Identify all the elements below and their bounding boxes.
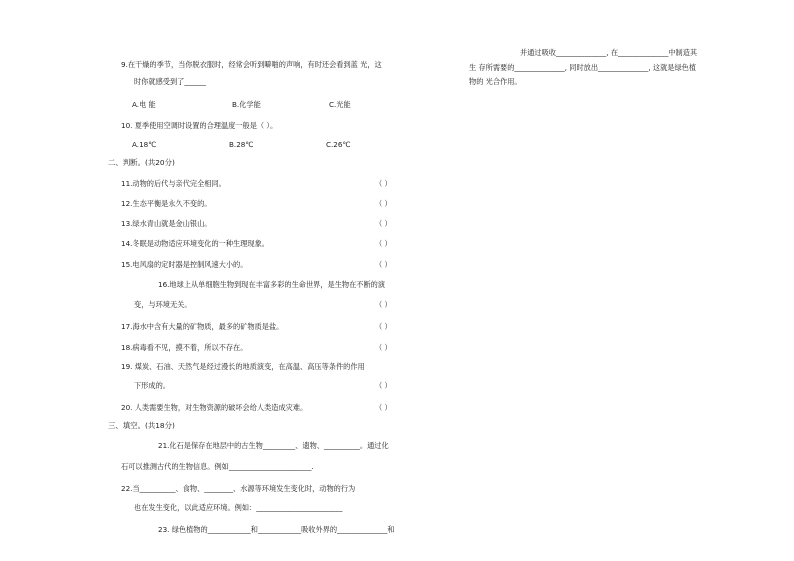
q11-answer-paren: （ ） [375, 179, 392, 188]
q16-line2: 变，与环境无关。 [134, 300, 192, 309]
q19-answer-paren: （ ） [375, 381, 392, 390]
right-col-line2: 生 存所需要的______________, 同时放出______________, 这就是绿色植 [469, 63, 697, 72]
q16-line1: 16.地球上从单细胞生物到现在丰富多彩的生命世界，是生物在不断的演 [158, 280, 386, 289]
q21-line2: 石可以推测古代的生物信息。例如_______________________. [121, 462, 314, 471]
q9-option-b: B.化学能 [232, 100, 261, 109]
q10-option-b: B.28℃ [229, 140, 254, 149]
q14-answer-paren: （ ） [375, 239, 392, 248]
q12-answer-paren: （ ） [375, 199, 392, 208]
q19-line1: 19. 煤炭、石油、天然气是经过漫长的地质演变，在高温、高压等条件的作用 [121, 362, 365, 371]
q16-answer-paren: （ ） [375, 300, 392, 309]
q20-text: 20. 人类需要生物，对生物资源的破坏会给人类造成灾难。 [121, 403, 308, 412]
q20-answer-paren: （ ） [375, 403, 392, 412]
q21-line1: 21.化石是保存在地层中的古生物_________、遗物、__________。通过化 [158, 441, 389, 450]
q15-answer-paren: （ ） [375, 260, 392, 269]
q22-line1: 22.当__________、食物、________、水源等环境发生变化时，动物的行为 [121, 484, 356, 493]
q9-option-c: C.光能 [329, 100, 351, 109]
q9-line1: 9.在干燥的季节，当你脱衣服时，经常会听到噼啪的声响，有时还会看到蓝 光，这 [121, 60, 382, 69]
q10-option-a: A.18℃ [132, 140, 157, 149]
q19-line2: 下形成的。 [134, 381, 170, 390]
q11-text: 11.动物的后代与亲代完全相同。 [121, 179, 226, 188]
q17-answer-paren: （ ） [375, 322, 392, 331]
q12-text: 12.生态平衡是永久不变的。 [121, 199, 212, 208]
section-3-title: 三、填空。(共18分) [108, 421, 175, 430]
q18-text: 18.病毒看不见，摸不着，所以不存在。 [121, 343, 248, 352]
q9-line2: 时你就感受到了______ [134, 77, 206, 86]
q9-option-a: A.电 能 [132, 100, 156, 109]
q14-text: 14.冬眠是动物适应环境变化的一种生理现象。 [121, 239, 269, 248]
q22-line2: 也在发生变化，以此适应环境。例如：________________________ [134, 503, 343, 512]
q10-option-c: C.26℃ [326, 140, 351, 149]
q18-answer-paren: （ ） [375, 343, 392, 352]
q23-line1: 23. 绿色植物的____________和____________吸收外界的______________和 [158, 525, 395, 534]
q10-text: 10. 夏季使用空调时设置的合理温度一般是（ ）。 [121, 121, 278, 130]
right-col-line3: 物的 光合作用。 [469, 77, 522, 86]
q13-answer-paren: （ ） [375, 219, 392, 228]
right-col-line1: 并通过吸收______________, 在______________中制造其 [520, 48, 698, 57]
q17-text: 17.海水中含有大量的矿物质，最多的矿物质是盐。 [121, 322, 284, 331]
section-2-title: 二、判断。(共20分) [108, 158, 175, 167]
q15-text: 15.电风扇的定时器是控制风速大小的。 [121, 260, 248, 269]
q13-text: 13.绿水青山就是金山银山。 [121, 219, 212, 228]
